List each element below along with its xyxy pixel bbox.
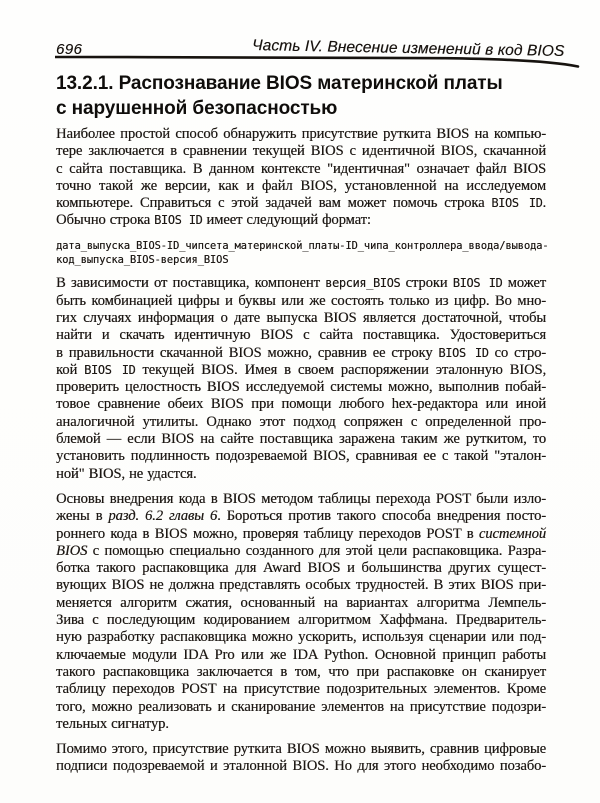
text-line: того, можно реализовать и сканирование элементов на присутствие подозри- (56, 698, 546, 715)
running-title: Часть IV. Внесение изменений в код BIOS (251, 37, 565, 60)
section-heading-line2: с нарушенной безопасностью (56, 97, 338, 119)
code-block (56, 239, 549, 268)
code-line: код_выпуска_BIOS-версия_BIOS (56, 253, 229, 266)
text-line: быть комбинацией цифры и буквы или же состоять только из цифр. Во мно- (56, 292, 546, 309)
text-line: Обычно строка BIOS ID имеет следующий формат: (56, 212, 371, 229)
page-content (56, 126, 549, 784)
text-line: гих случаях информация о дате выпуска BIOS является достаточной, чтобы (56, 309, 546, 326)
text-line: вующих BIOS не должна представлять особых трудностей. В этих BIOS при- (56, 577, 546, 594)
text-line: таблицу переходов POST на присутствие подозрительных элементов. Кроме (56, 681, 546, 698)
text-line: установить подлинность подозреваемой BIOS, сравнивая ее с такой "эталон- (56, 448, 546, 465)
text-line: в правильности скачанной BIOS можно, сравнив ее строку BIOS ID со стро- (56, 344, 546, 361)
paragraph (56, 741, 546, 776)
text-line: роннего кода в BIOS можно, проверяя таблицу переходов POST в системной (56, 525, 546, 542)
text-line: BIOS с помощью специально созданного для этой цели распаковщика. Разра- (56, 542, 546, 559)
text-line: Наиболее простой способ обнаружить присутствие руткита BIOS на компью- (56, 126, 546, 142)
text-line: ключаемые модули IDA Pro или же IDA Python. Основной принцип работы (56, 646, 546, 663)
text-line: ной" BIOS, не удастся. (56, 465, 197, 482)
page-number: 696 (56, 41, 83, 58)
text-line: компьютере. Справиться с этой задачей вам может помочь строка BIOS ID. (56, 195, 546, 212)
text-line: жены в разд. 6.2 главы 6. Бороться против такого способа внедрения посто- (56, 508, 546, 525)
text-line: блемой — если BIOS на сайте поставщика заражена таким же руткитом, то (56, 431, 546, 448)
text-line: В зависимости от поставщика, компонент версия_BIOS строки BIOS ID может (56, 275, 546, 292)
text-line: найти и скачать идентичную BIOS с сайта поставщика. Удостовериться (56, 327, 546, 344)
text-line: Помимо этого, присутствие руткита BIOS можно выявить, сравнив цифровые (56, 741, 546, 758)
text-line: аналогичной утилиты. Однако этот подход сопряжен с определенной про- (56, 413, 546, 430)
text-line: проверить целостность BIOS исследуемой системы можно, выполнив побай- (56, 379, 546, 396)
text-line: ботка такого распаковщика для Award BIOS и большинства других сущест- (56, 560, 546, 577)
section-heading (56, 72, 503, 121)
section-heading-line1: 13.2.1. Распознавание BIOS материнской платы (56, 73, 503, 94)
text-line: такого распаковщика заключается в том, что при распаковке он сканирует (56, 663, 546, 680)
paragraph (56, 275, 546, 483)
text-line: товое сравнение обеих BIOS при помощи любого hex-редактора или иной (56, 396, 546, 413)
text-line: тельных сигнатур. (56, 715, 169, 732)
paragraph (56, 491, 546, 733)
code-line: дата_выпуска_BIOS-ID_чипсета_материнской_платы-ID_чипа_контроллера_ввода/вывода- (56, 239, 549, 252)
text-line: меняется алгоритм сжатия, основанный на вариантах алгоритма Лемпель- (56, 594, 546, 611)
text-line: тере заключается в сравнении текущей BIOS с идентичной BIOS, скачанной (56, 143, 546, 160)
text-line: ную разработку распаковщика можно ускорить, используя сценарии или под- (56, 629, 546, 646)
text-line: кой BIOS ID текущей BIOS. Имея в своем распоряжении эталонную BIOS, (56, 361, 546, 378)
text-line: Основы внедрения кода в BIOS методом таблицы перехода POST были изло- (56, 490, 546, 507)
text-line: точно такой же версии, как и файл BIOS, установленной на исследуемом (56, 177, 546, 194)
paragraph (56, 126, 546, 230)
header-rule (55, 55, 581, 70)
text-line: с сайта поставщика. В данном контексте "идентичная" означает файл BIOS (56, 160, 546, 177)
text-line: подписи подозреваемой и эталонной BIOS. Но для этого необходимо позабо- (56, 758, 546, 775)
text-line: Зива с последующим кодированием алгоритмом Хаффмана. Предваритель- (56, 612, 546, 629)
